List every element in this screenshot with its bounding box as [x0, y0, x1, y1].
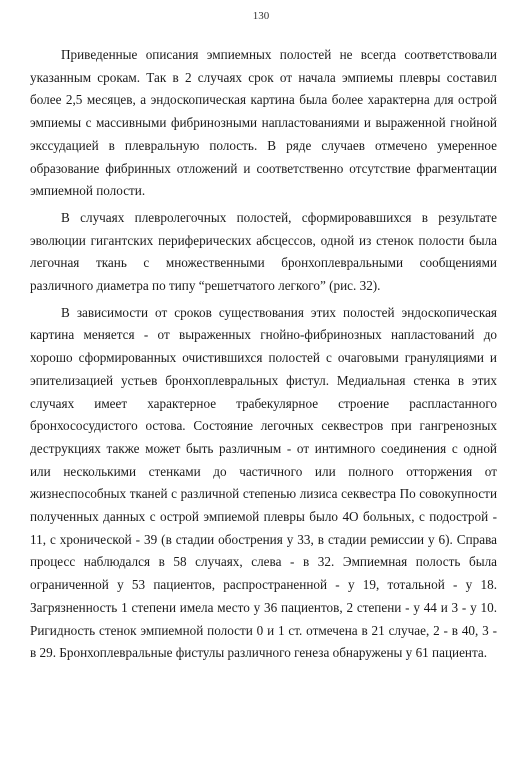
paragraph-pleuropulmonary-cavities: В случаях плевролегочных полостей, сформировавшихся в результате эволюции гигантских периферических абсцессов, одной из стенок полости была легочная ткань с множественными бронхоплевральными сообщениями различного диаметра по типу “решетчатого легкого” (рис. 32).	[30, 209, 497, 294]
page-number: 130	[252, 10, 270, 22]
document-body	[30, 44, 497, 669]
paragraph-empyema-cavities: Приведенные описания эмпиемных полостей не всегда соответствовали указанным срокам. Так в 2 случаях срок от начала эмпиемы плевры составил более 2,5 месяцев, а эндоскопическая картина была более характерна для острой эмпиемы с массивными фибринозными напластованиями и выраженной гнойной экссудацией в плевральную полость. В ряде случаев отмечено умеренное образование фибринных отложений и соответственно отсутствие фрагментации эмпиемной полости.	[30, 47, 497, 199]
paragraph-endoscopic-picture: В зависимости от сроков существования этих полостей эндоскопическая картина меняется - от выраженных гнойно-фибринозных напластований до хорошо сформированных очистившихся полостей с очаговыми грануляциями и эпителизацией устьев бронхоплевральных фистул. Медиальная стенка в этих случаях имеет характерное трабекулярное строение распластанного бронхососудистого остова. Состояние легочных секвестров при гангренозных деструкциях также может быть различным - от интимного соединения с одной или несколькими стенками до частичного или полного отторжения от жизнеспособных тканей с различной степенью лизиса секвестра По совокупности полученных данных с острой эмпиемой плевры было 4О больных, с подострой - 11, с хронической - 39 (в стадии обострения у 33, в стадии ремиссии у 6). Справа процесс наблюдался в 58 случаях, слева - в 32. Эмпиемная полость была ограниченной у 53 пациентов, распространенной - у 19, тотальной - у 18. Загрязненность 1 степени имела место у 36 пациентов, 2 степени - у 44 и 3 - у 10. Ригидность стенок эмпиемной полости 0 и 1 ст. отмечена в 21 случае, 2 - в 40, 3 - в 29. Бронхоплевральные фистулы различного генеза обнаружены у 61 пациента.	[30, 304, 497, 661]
